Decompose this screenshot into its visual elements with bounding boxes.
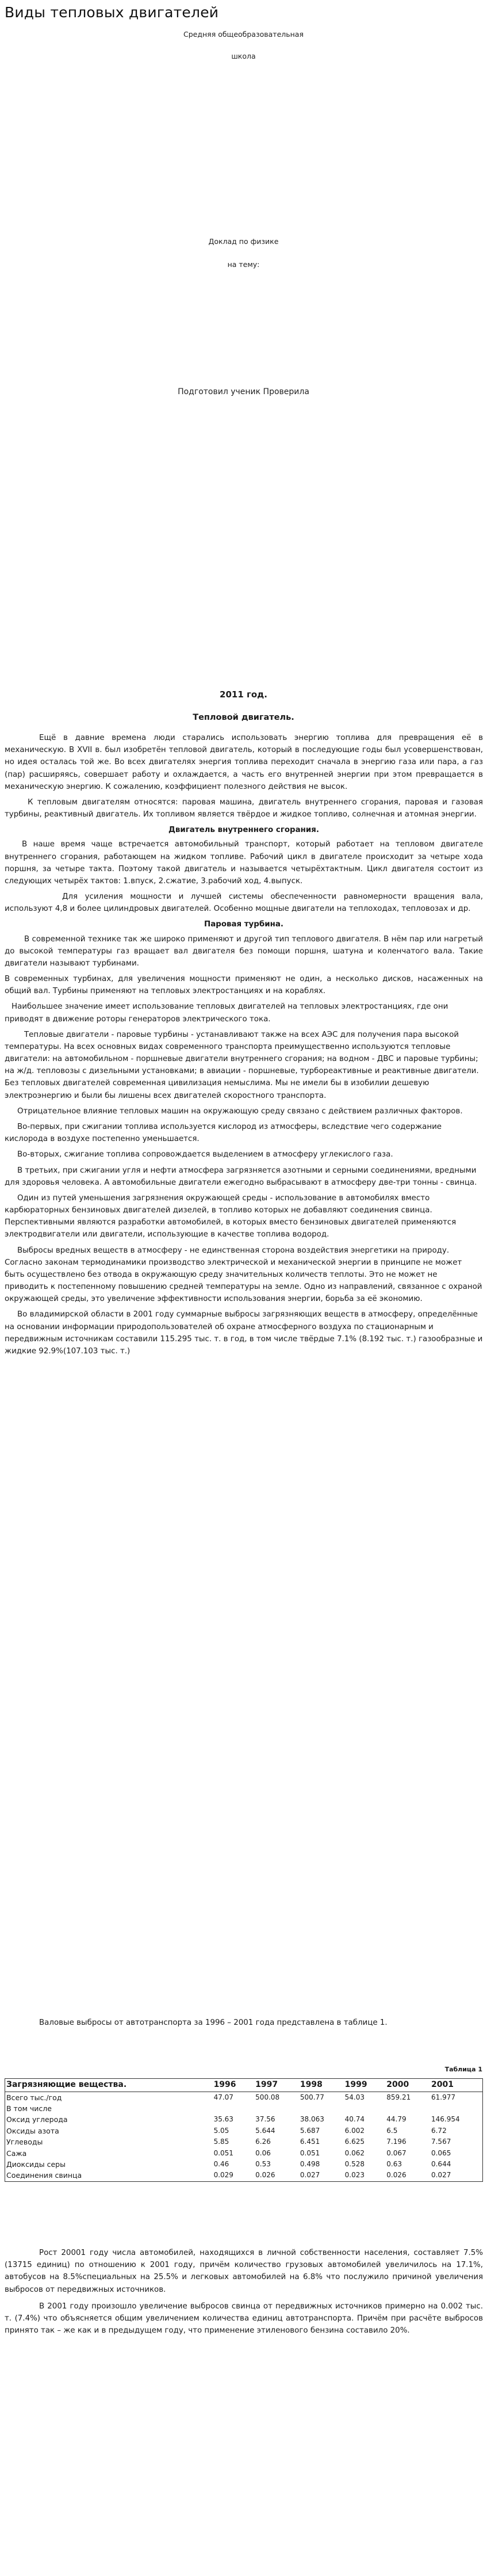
table-row bbox=[5, 2092, 483, 2103]
closing-section bbox=[5, 2247, 483, 2341]
table-cell: 0.53 bbox=[255, 2159, 271, 2168]
table-cell: 5.85 bbox=[213, 2138, 229, 2146]
year-heading: 2011 год. bbox=[220, 689, 267, 700]
paragraph: Ещё в давние времена люди старались использовать энергию топлива для превращения её в механическую. В XVII в. был изобретён тепловой двигатель, который в последующие годы был усовершенствован, но идея осталась той же. Во всех двигателях энергия топлива переходит сначала в энергию газа или пара, а газ (пар) расширяясь, совершает работу и охлаждается, а часть его внутренней энергии при этом превращается в механическую энергию. К сожалению, коэффициент полезного действия не высок. bbox=[5, 734, 483, 791]
paragraph: Рост 20001 году числа автомобилей, находящихся в личной собственности населения, составляет 7.5% (13715 единиц) по отношению к 2001 году, причём количество грузовых автомобилей увеличилось на 17.1%, автобусов на 8.5%специальных на 25.5% и легковых автомобилей на 6.8% что послужило причиной увеличения выбросов от передвижных источников. bbox=[5, 2249, 483, 2294]
table-header-row bbox=[5, 2079, 483, 2092]
table-cell: 0.062 bbox=[344, 2148, 365, 2157]
table-cell: 5.644 bbox=[255, 2126, 275, 2135]
table-cell: 0.026 bbox=[255, 2171, 275, 2180]
table-row-label: Соединения свинца bbox=[6, 2171, 82, 2180]
table-cell: 0.528 bbox=[344, 2159, 365, 2168]
table-cell bbox=[213, 2103, 255, 2114]
table-cell: 0.026 bbox=[386, 2171, 407, 2180]
table-cell: 38.063 bbox=[300, 2115, 324, 2124]
table-cell bbox=[254, 2103, 299, 2114]
table-cell: 0.067 bbox=[386, 2148, 407, 2157]
table-cell: 44.79 bbox=[386, 2115, 407, 2124]
table-row-label: Оксид углерода bbox=[6, 2115, 68, 2124]
report-line-2: на тему: bbox=[227, 260, 260, 269]
paragraph: Во-первых, при сжигании топлива используется кислород из атмосферы, вследствие чего содержание кислорода в воздухе постепенно уменьшается. bbox=[5, 1122, 442, 1144]
school-line-1: Средняя общеобразовательная bbox=[183, 30, 304, 39]
paragraph: Выбросы вредных веществ в атмосферу - не единственная сторона воздействия энергетики на природу. Согласно законам термодинамики производство электрической и механической энергии в принципе не может быть осуществлено без отвода в окружающую среду значительных количеств теплоты. Это не может не приводить к постепенному повышению средней температуры на земле. Одно из направлений, связанное с охраной окружающей среды, это увеличение эффективности использования энергии, борьба за её экономию. bbox=[5, 1246, 482, 1304]
table-cell: 54.03 bbox=[344, 2093, 365, 2101]
table-header-cell: 1997 bbox=[254, 2079, 299, 2092]
table-cell: 6.26 bbox=[255, 2138, 271, 2146]
table-row-label: Сажа bbox=[6, 2148, 27, 2158]
section-heading-ice: Двигатель внутреннего сгорания. bbox=[168, 826, 319, 835]
main-content bbox=[5, 732, 483, 1361]
table-header-cell: 1996 bbox=[213, 2079, 255, 2092]
table-row bbox=[5, 2170, 483, 2181]
table-row bbox=[5, 2159, 483, 2170]
school-line-2: школа bbox=[231, 52, 256, 60]
table-cell: 0.051 bbox=[300, 2148, 320, 2157]
table-row-label: Оксиды азота bbox=[6, 2126, 59, 2135]
table-row bbox=[5, 2148, 483, 2159]
table-cell bbox=[299, 2103, 344, 2114]
table-intro: Валовые выбросы от автотранспорта за 1996 – 2001 года представлена в таблице 1. bbox=[39, 2018, 388, 2027]
paragraph: В наше время чаще встречается автомобильный транспорт, который работает на тепловом двигателе внутреннего сгорания, работающем на жидком топливе. Рабочий цикл в двигателе происходит за четыре хода поршня, за четыре такта. Поэтому такой двигатель и называется четырёхтактным. Цикл двигателя состоит из следующих четырёх тактов: 1.впуск, 2.сжатие, 3.рабочий ход, 4.выпуск. bbox=[5, 840, 483, 886]
table-cell: 7.196 bbox=[386, 2138, 407, 2146]
paragraph: К тепловым двигателям относятся: паровая машина, двигатель внутреннего сгорания, паровая и газовая турбины, реактивный двигатель. Их топливом является твёрдое и жидкое топливо, солнечная и атомная энергии. bbox=[5, 797, 483, 819]
table-cell: 37.56 bbox=[255, 2115, 275, 2124]
table-row-label: Диоксиды серы bbox=[6, 2159, 66, 2169]
table-cell: 5.687 bbox=[300, 2126, 320, 2135]
table-row-label: В том числе bbox=[6, 2104, 52, 2113]
table-cell: 0.63 bbox=[386, 2159, 402, 2168]
table-caption: Таблица 1 bbox=[444, 2066, 482, 2073]
table-cell: 500.08 bbox=[255, 2093, 280, 2101]
table-row bbox=[5, 2136, 483, 2147]
table-cell: 0.027 bbox=[431, 2171, 451, 2180]
table-cell: 47.07 bbox=[213, 2093, 233, 2101]
table-cell: 0.027 bbox=[300, 2171, 320, 2180]
table-cell: 0.46 bbox=[213, 2159, 229, 2168]
table-cell bbox=[344, 2103, 386, 2114]
paragraph: В третьих, при сжигании угля и нефти атмосфера загрязняется азотными и серными соединениями, вредными для здоровья человека. А автомобильные двигатели ежегодно выбрасывают в атмосферу две-три тонны - свинца. bbox=[5, 1166, 477, 1187]
table-header-cell: 1998 bbox=[299, 2079, 344, 2092]
table-cell: 0.065 bbox=[431, 2148, 451, 2157]
emissions-table bbox=[5, 2078, 483, 2182]
table-body bbox=[5, 2092, 483, 2181]
table-cell bbox=[385, 2103, 430, 2114]
paragraph: Отрицательное влияние тепловых машин на окружающую среду связано с действием различных факторов. bbox=[17, 1106, 463, 1116]
table-header-cell: Загрязняющие вещества. bbox=[5, 2079, 213, 2092]
paragraph: Один из путей уменьшения загрязнения окружающей среды - использование в автомобилях вместо карбюраторных бензиновых двигателей дизелей, в топливо которых не добавляют соединения свинца. Перспективными являются разработки автомобилей, в которых вместо бензиновых двигателей применяются электродвигатели или двигатели, использующие в качестве топлива водород. bbox=[5, 1193, 457, 1239]
table-header-cell: 2000 bbox=[385, 2079, 430, 2092]
author-line: Подготовил ученик Проверила bbox=[178, 387, 309, 396]
table-row bbox=[5, 2114, 483, 2125]
table-row-label: Углеводы bbox=[6, 2138, 43, 2147]
table-row bbox=[5, 2103, 483, 2114]
paragraph: Тепловые двигатели - паровые турбины - устанавливают также на всех АЭС для получения пара высокой температуры. На всех основных видах современного транспорта преимущественно используются тепловые двигатели: на автомобильном - поршневые двигатели внутреннего сгорания; на водном - ДВС и паровые турбины; на ж/д. тепловозы с дизельными установками; в авиации - поршневые, турбореактивные и реактивные двигатели. Без тепловых двигателей современная цивилизация немыслима. Мы не имели бы в изобилии дешевую электроэнергию и были бы лишены всех двигателей скоростного транспорта. bbox=[5, 1030, 479, 1100]
table-cell: 5.05 bbox=[213, 2126, 229, 2135]
table-cell bbox=[430, 2103, 483, 2114]
table-cell: 6.451 bbox=[300, 2138, 320, 2146]
section-heading-turbine: Паровая турбина. bbox=[204, 920, 283, 929]
report-line-1: Доклад по физике bbox=[208, 237, 279, 246]
table-cell: 500.77 bbox=[300, 2093, 324, 2101]
table-cell: 0.644 bbox=[431, 2159, 451, 2168]
table-cell: 40.74 bbox=[344, 2115, 365, 2124]
table-cell: 0.06 bbox=[255, 2148, 271, 2157]
table-cell: 7.567 bbox=[431, 2138, 451, 2146]
table-cell: 0.023 bbox=[344, 2171, 365, 2180]
table-cell: 6.002 bbox=[344, 2126, 365, 2135]
table-row-label: Всего тыс./год bbox=[6, 2093, 62, 2102]
table-cell: 0.498 bbox=[300, 2159, 320, 2168]
page-title: Виды тепловых двигателей bbox=[5, 4, 219, 21]
paragraph: Для усиления мощности и лучшей системы обеспеченности равномерности вращения вала, используют 4,8 и более цилиндровых двигателей. Особенно мощные двигатели на теплоходах, тепловозах и др. bbox=[5, 892, 483, 914]
table-row bbox=[5, 2125, 483, 2136]
paragraph: Во владимирской области в 2001 году суммарные выбросы загрязняющих веществ в атмосферу, определённые на основании информации природопользователей об охране атмосферного воздуха по стационарным и передвижным источникам составили 115.295 тыс. т. в год, в том числе твёрдые 7.1% (8.192 тыс. т.) газообразные и жидкие 92.9%(107.103 тыс. т.) bbox=[5, 1310, 483, 1356]
table-cell: 6.72 bbox=[431, 2126, 447, 2135]
paragraph: В 2001 году произошло увеличение выбросов свинца от передвижных источников примерно на 0.002 тыс. т. (7.4%) что объясняется общим увеличением количества единиц автотранспорта. Причём при расчёте выбросов принято так – же как и в предыдущем году, что применение этиленового бензина составило 20%. bbox=[5, 2302, 483, 2335]
table-cell: 61.977 bbox=[431, 2093, 455, 2101]
table-cell: 859.21 bbox=[386, 2093, 411, 2101]
paragraph: В современной технике так же широко применяют и другой тип теплового двигателя. В нём пар или нагретый до высокой температуры газ вращает вал двигателя без помощи поршня, шатуна и коленчатого вала. Такие двигатели называют турбинами. bbox=[5, 934, 483, 968]
table-header-cell: 2001 bbox=[430, 2079, 483, 2092]
table-cell: 35.63 bbox=[213, 2115, 233, 2124]
paragraph: В современных турбинах, для увеличения мощности применяют не один, а несколько дисков, насаженных на общий вал. Турбины применяют на тепловых электростанциях и на кораблях. bbox=[5, 975, 483, 996]
table-header-cell: 1999 bbox=[344, 2079, 386, 2092]
paragraph: Во-вторых, сжигание топлива сопровождается выделением в атмосферу углекислого газа. bbox=[17, 1150, 393, 1159]
main-heading: Тепловой двигатель. bbox=[193, 713, 294, 722]
table-cell: 6.625 bbox=[344, 2138, 365, 2146]
table-cell: 0.029 bbox=[213, 2171, 233, 2180]
paragraph: Наибольшее значение имеет использование тепловых двигателей на тепловых электростанциях, где они приводят в движение роторы генераторов электрического тока. bbox=[5, 1002, 448, 1024]
table-cell: 146.954 bbox=[431, 2115, 460, 2124]
table-cell: 6.5 bbox=[386, 2126, 398, 2135]
table-cell: 0.051 bbox=[213, 2148, 233, 2157]
